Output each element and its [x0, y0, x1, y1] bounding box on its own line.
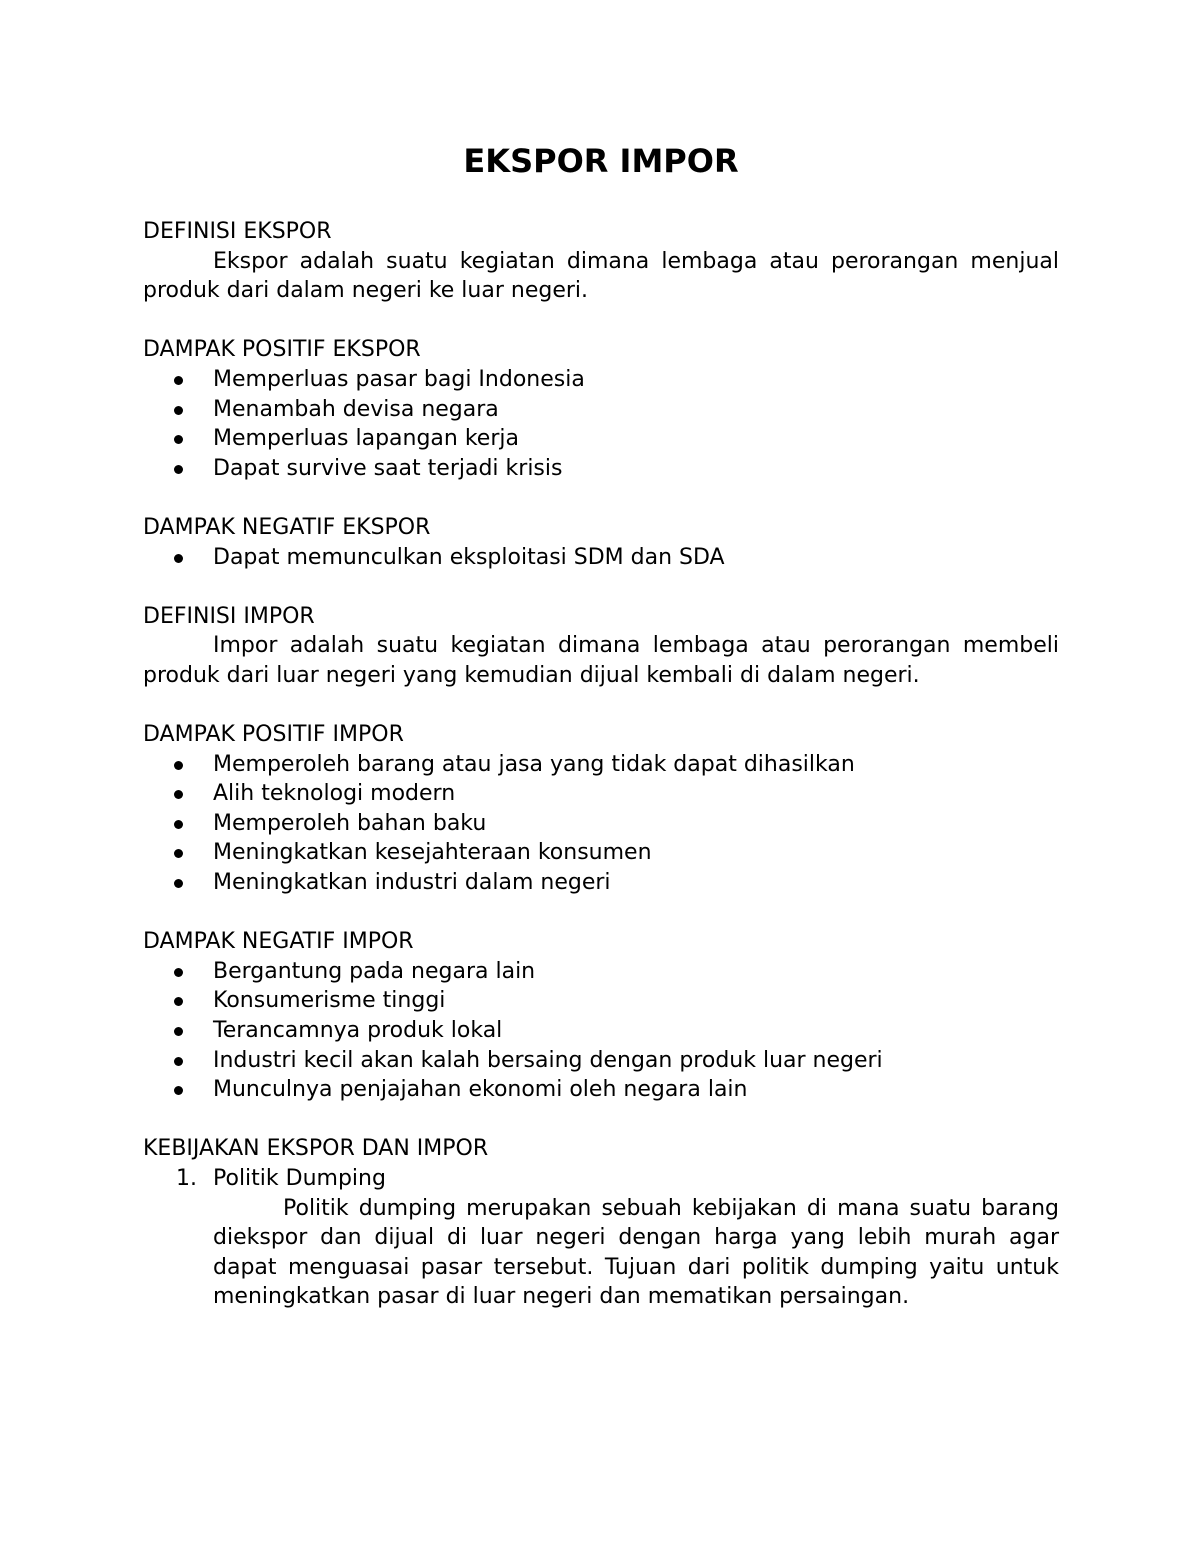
bullet-icon [174, 849, 183, 858]
list-item [143, 1046, 1059, 1076]
list-item-text: Meningkatkan kesejahteraan konsumen [213, 840, 652, 866]
list-item-text: Memperluas pasar bagi Indonesia [213, 366, 585, 392]
list-item [143, 395, 1059, 425]
list-item [143, 424, 1059, 454]
list-item-text: Memperluas lapangan kerja [213, 426, 519, 452]
section-paragraph: Impor adalah suatu kegiatan dimana lembaga atau perorangan membeli produk dari luar negeri yang kemudian dijual kembali di dalam negeri. [143, 633, 1059, 688]
list-item [143, 454, 1059, 484]
bullet-icon [174, 997, 183, 1006]
section-dampak-negatif-impor [143, 927, 1059, 1105]
list-item [143, 1075, 1059, 1105]
list-item [143, 838, 1059, 868]
list-item [143, 1016, 1059, 1046]
list-item-text: Menambah devisa negara [213, 396, 499, 422]
list-item [143, 809, 1059, 839]
list-item-text: Meningkatkan industri dalam negeri [213, 870, 611, 896]
bullet-icon [174, 820, 183, 829]
list-item-text: Alih teknologi modern [213, 781, 456, 807]
list-item-text: Konsumerisme tinggi [213, 988, 446, 1014]
section-heading: DAMPAK POSITIF IMPOR [143, 722, 404, 748]
section-heading: DAMPAK NEGATIF EKSPOR [143, 514, 431, 540]
section-definisi-impor [143, 602, 1059, 691]
bullet-list [143, 543, 1059, 573]
list-item-text: Bergantung pada negara lain [213, 958, 536, 984]
section-paragraph: Ekspor adalah suatu kegiatan dimana lembaga atau perorangan menjual produk dari dalam negeri ke luar negeri. [143, 248, 1059, 304]
list-item [143, 543, 1059, 573]
bullet-icon [174, 465, 183, 474]
list-item-text: Terancamnya produk lokal [213, 1018, 503, 1044]
document-title: EKSPOR IMPOR [463, 142, 739, 180]
section-heading: DEFINISI IMPOR [143, 603, 315, 629]
list-item-text: Industri kecil akan kalah bersaing dengan produk luar negeri [213, 1047, 883, 1073]
bullet-icon [174, 435, 183, 444]
section-heading: KEBIJAKAN EKSPOR DAN IMPOR [143, 1136, 489, 1162]
bullet-list [143, 365, 1059, 483]
numbered-item [143, 1164, 1059, 1312]
list-item [143, 750, 1059, 780]
bullet-icon [174, 1057, 183, 1066]
section-heading: DEFINISI EKSPOR [143, 219, 332, 244]
bullet-icon [174, 879, 183, 888]
list-item-text: Dapat memunculkan eksploitasi SDM dan SDA [213, 544, 725, 570]
bullet-list [143, 957, 1059, 1105]
list-item-text: Memperoleh bahan baku [213, 810, 487, 836]
section-dampak-positif-ekspor [143, 335, 1059, 483]
section-heading: DAMPAK POSITIF EKSPOR [143, 337, 421, 363]
list-item [143, 868, 1059, 898]
section-dampak-negatif-ekspor [143, 513, 1059, 572]
section-kebijakan-ekspor-impor [143, 1134, 1059, 1312]
bullet-icon [174, 790, 183, 799]
list-item [143, 365, 1059, 395]
section-dampak-positif-impor [143, 720, 1059, 898]
section-heading: DAMPAK NEGATIF IMPOR [143, 929, 414, 955]
bullet-icon [174, 1027, 183, 1036]
document-body [143, 140, 1059, 1342]
numbered-list [143, 1164, 1059, 1312]
bullet-icon [174, 376, 183, 385]
list-item-text: Munculnya penjajahan ekonomi oleh negara lain [213, 1077, 748, 1103]
numbered-item-title: Politik Dumping [213, 1166, 386, 1191]
list-item [143, 957, 1059, 987]
bullet-icon [174, 761, 183, 770]
item-number: 1. [176, 1166, 197, 1191]
list-item [143, 779, 1059, 809]
numbered-item-paragraph: Politik dumping merupakan sebuah kebijakan di mana suatu barang diekspor dan dijual di luar negeri dengan harga yang lebih murah agar dapat menguasai pasar tersebut. Tujuan dari politik dumping yaitu untuk meningkatkan pasar di luar negeri dan mematikan persaingan. [213, 1195, 1059, 1310]
list-item [143, 986, 1059, 1016]
section-definisi-ekspor [143, 217, 1059, 306]
list-item-text: Memperoleh barang atau jasa yang tidak dapat dihasilkan [213, 751, 855, 777]
bullet-icon [174, 406, 183, 415]
bullet-icon [174, 968, 183, 977]
bullet-icon [174, 1086, 183, 1095]
list-item-text: Dapat survive saat terjadi krisis [213, 455, 563, 481]
bullet-list [143, 750, 1059, 898]
bullet-icon [174, 554, 183, 563]
